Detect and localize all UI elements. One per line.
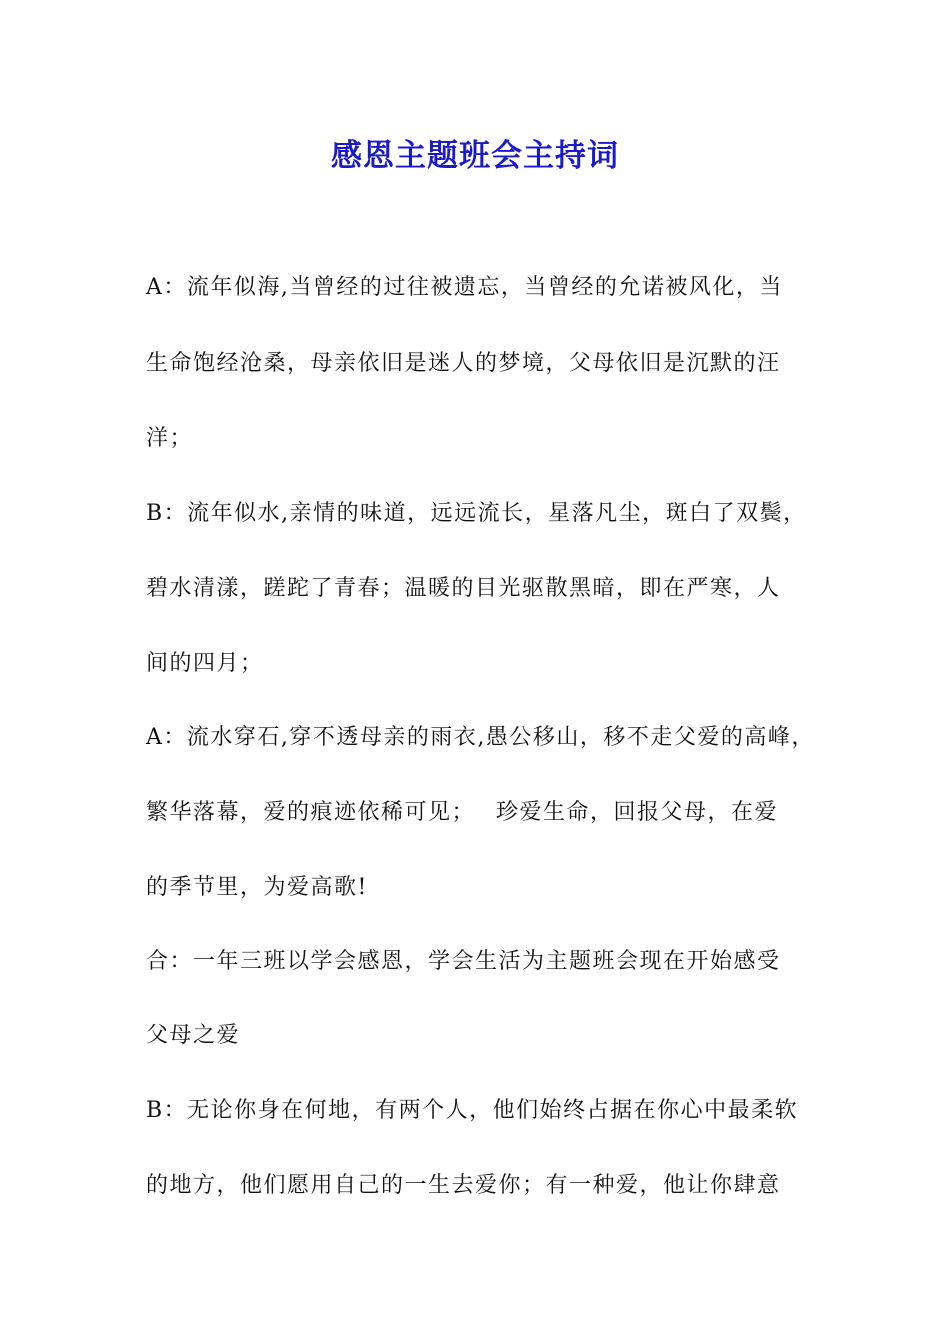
text-line: 的地方，他们愿用自己的一生去爱你；有一种爱，他让你肆意 bbox=[146, 1173, 781, 1198]
text-line: 合：一年三班以学会感恩，学会生活为主题班会现在开始感受 bbox=[146, 949, 781, 974]
text-line: 生命饱经沧桑，母亲依旧是迷人的梦境，父母依旧是沉默的汪 bbox=[146, 351, 781, 376]
text-line: 繁华落幕，爱的痕迹依稀可见； 珍爱生命，回报父母，在爱 bbox=[146, 800, 778, 825]
text-line: 父母之爱 bbox=[146, 1023, 241, 1048]
text-line: A：流年似海,当曾经的过往被遗忘，当曾经的允诺被风化，当 bbox=[146, 275, 783, 300]
text-line: A：流水穿石,穿不透母亲的雨衣,愚公移山，移不走父爱的高峰， bbox=[146, 725, 815, 750]
text-line: 间的四月； bbox=[146, 651, 264, 676]
text-line: 洋； bbox=[146, 426, 194, 451]
text-line: 的季节里，为爱高歌! bbox=[146, 875, 368, 900]
text-line: B：流年似水,亲情的味道，远远流长，星落凡尘，斑白了双鬓， bbox=[146, 501, 807, 526]
document-title: 感恩主题班会主持词 bbox=[331, 138, 619, 174]
text-line: B：无论你身在何地，有两个人，他们始终占据在你心中最柔软 bbox=[146, 1098, 799, 1123]
text-line: 碧水清漾，蹉跎了青春；温暖的目光驱散黑暗，即在严寒，人 bbox=[146, 576, 781, 601]
